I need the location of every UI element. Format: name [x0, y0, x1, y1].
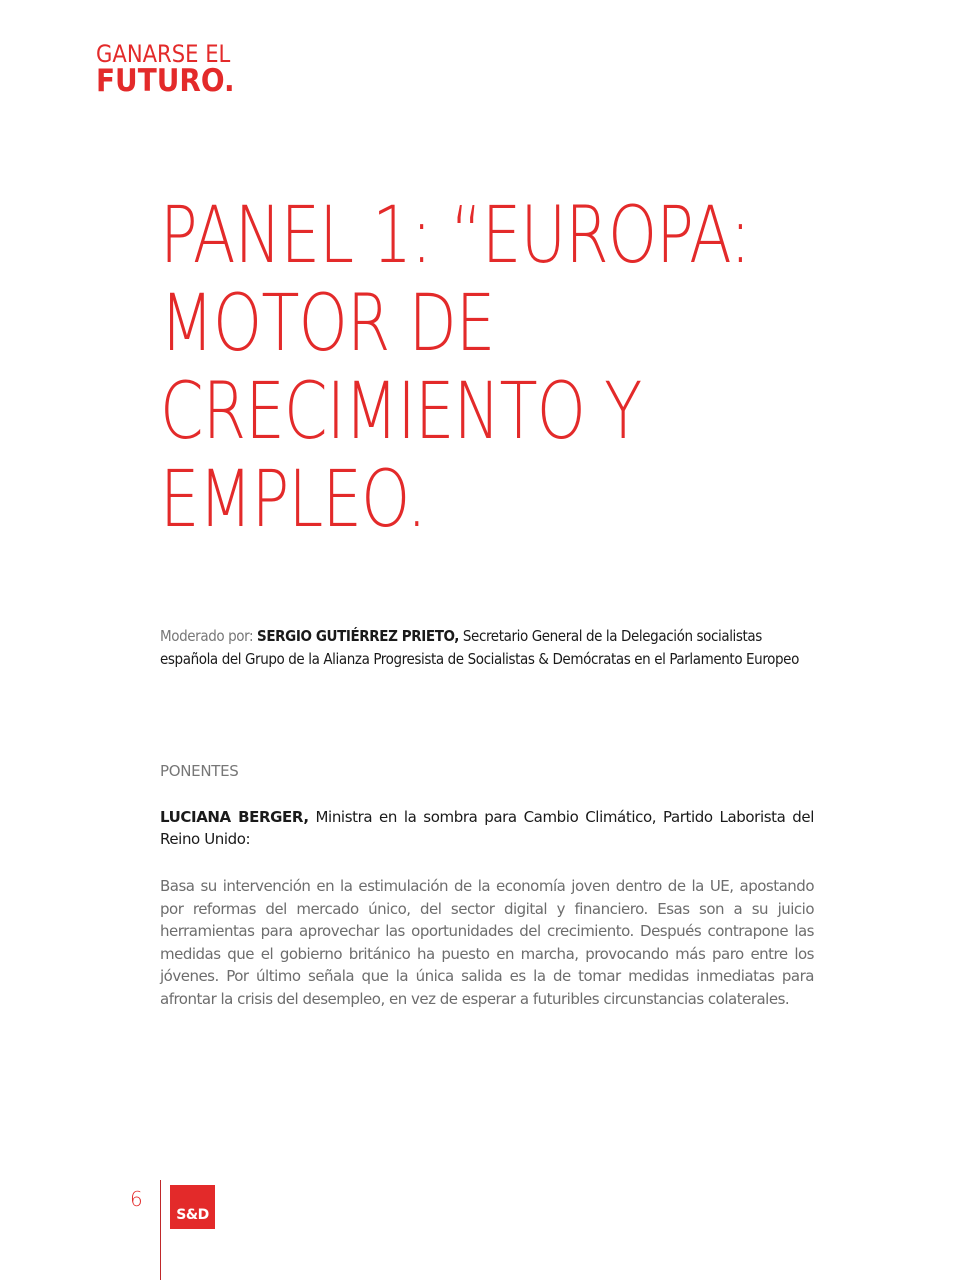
speaker-header [160, 806, 814, 850]
page-number: 6 [130, 1187, 143, 1211]
speaker-summary: Basa su intervención en la estimulación de la economía joven dentro de la UE, apostando por reformas del mercado único, del sector digital y financiero. Esas son a su juicio herramientas para aprovechar las oportunidades del crecimiento. Después contrapone las medidas que el gobierno británico ha puesto en marcha, provocando más paro entre los jóvenes. Por último señala que la única salida es la de tomar medidas inmediatas para afrontar la crisis del desempleo, en vez de esperar a futuribles circunstancias colaterales. [160, 877, 814, 1008]
title-line-1: PANEL 1: “EUROPA: [160, 191, 751, 281]
speaker-role: Ministra en la sombra para Cambio Climático, Partido Laborista del Reino Unido: [160, 808, 815, 848]
title-line-4: EMPLEO. [160, 455, 426, 545]
footer-divider [160, 1180, 161, 1280]
brand-line-2: FUTURO. [96, 63, 235, 99]
sd-logo-text: S&D [176, 1207, 209, 1223]
title-line-3: CRECIMIENTO Y [160, 367, 642, 457]
moderator-name: SERGIO GUTIÉRREZ PRIETO, [257, 627, 459, 645]
moderator-description: Secretario General de la Delegación socialistas española del Grupo de la Alianza Progresista de Socialistas & Demócratas en el Parlamento Europeo [160, 627, 799, 668]
speaker-name: LUCIANA BERGER, [160, 808, 309, 826]
moderator-prefix: Moderado por: [160, 627, 258, 645]
ponentes-heading: PONENTES [160, 762, 239, 780]
title-line-2: MOTOR DE [160, 279, 495, 369]
page-title [160, 192, 898, 544]
brand-logo [96, 42, 250, 97]
sd-logo [170, 1185, 215, 1229]
brand-line-1: GANARSE EL [96, 40, 231, 68]
moderator-paragraph [160, 625, 814, 671]
